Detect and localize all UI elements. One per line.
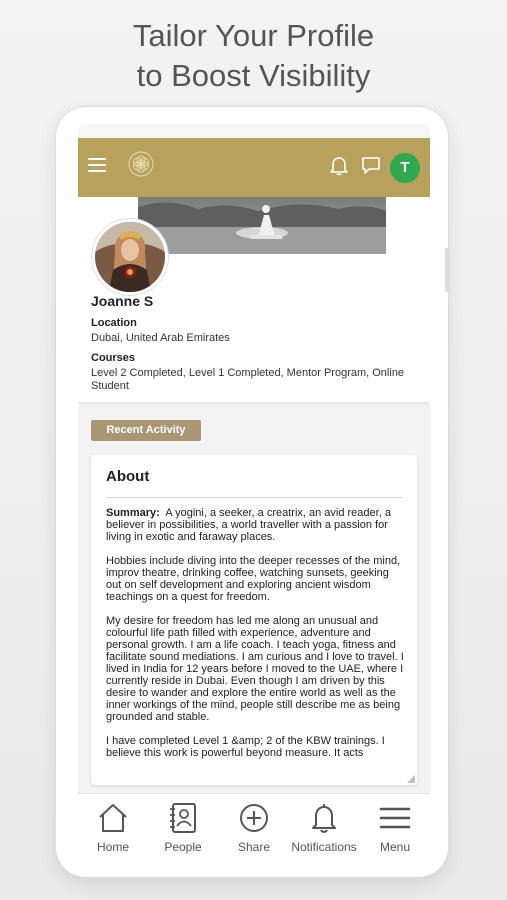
- location-value: Dubai, United Arab Emirates: [91, 332, 230, 344]
- about-paragraph-freedom: My desire for freedom has led me along an unusual and colourful life path filled with experience, adventure and personal growth. I am a life coach. I teach yoga, fitness and facilitate sound mediations. I am curious and I love to travel. I lived in India for 12 years before I moved to the UAE, where I currently reside in Dubai. Even though I am driven by this desire to wander and explore the entire world as well as the inner workings of the mind, people still describe me as being grounded and stable.: [106, 615, 404, 723]
- courses-label: Courses: [91, 352, 136, 364]
- about-body: [106, 507, 406, 771]
- tab-label-menu: Menu: [379, 840, 411, 854]
- profile-name: Joanne S: [91, 293, 154, 309]
- summary-label: Summary:: [106, 507, 160, 519]
- profile-photo[interactable]: [92, 219, 168, 295]
- bell-icon[interactable]: [328, 154, 350, 176]
- headline-line-1: Tailor Your Profile: [132, 18, 375, 53]
- tab-label-notifications: Notifications: [291, 840, 357, 854]
- headline: [0, 16, 507, 96]
- about-paragraph-hobbies: Hobbies include diving into the deeper recesses of the mind, improv theatre, drinking coffee, watching sunsets, geeking out on self development and exploring ancient wisdom teachings on a quest for freedom.: [106, 555, 401, 603]
- tab-label-share: Share: [237, 840, 271, 854]
- location-label: Location: [91, 317, 137, 329]
- cover-photo[interactable]: [138, 197, 386, 254]
- tab-home[interactable]: [78, 802, 148, 854]
- home-icon: [96, 802, 130, 834]
- about-card[interactable]: [91, 455, 417, 785]
- courses-value: Level 2 Completed, Level 1 Completed, Mentor Program, Online Student: [91, 367, 405, 392]
- profile-card: [78, 197, 430, 402]
- headline-line-2: to Boost Visibility: [136, 58, 371, 93]
- tab-people[interactable]: [148, 802, 218, 854]
- status-strip: [78, 124, 430, 138]
- hamburger-menu-icon[interactable]: [88, 158, 106, 172]
- tab-notifications[interactable]: [288, 802, 360, 854]
- chat-icon[interactable]: [360, 154, 382, 176]
- share-icon: [237, 802, 271, 834]
- about-divider: [106, 497, 402, 498]
- tab-label-home: Home: [96, 840, 129, 854]
- user-avatar[interactable]: T: [390, 153, 420, 183]
- about-title: About: [106, 468, 150, 485]
- bell-icon: [307, 802, 341, 834]
- resize-handle-icon[interactable]: [407, 775, 415, 783]
- menu-icon: [378, 802, 412, 834]
- recent-activity-button[interactable]: Recent Activity: [91, 420, 201, 441]
- phone-side-button: [445, 248, 450, 292]
- people-icon: [166, 802, 200, 834]
- tab-label-people: People: [164, 840, 202, 854]
- flower-of-life-logo-icon[interactable]: [128, 151, 154, 177]
- summary-paragraph: [106, 507, 406, 543]
- bottom-tab-bar: [78, 793, 430, 859]
- summary-text: A yogini, a seeker, a creatrix, an avid reader, a believer in possibilities, a world traveller with a passion for living in exotic and faraway places.: [106, 507, 391, 543]
- app-header: [78, 138, 430, 197]
- about-paragraph-kbw: I have completed Level 1 &amp; 2 of the KBW trainings. I believe this work is powerful beyond measure. It acts: [106, 735, 385, 759]
- tab-share[interactable]: [219, 802, 289, 854]
- tab-menu[interactable]: [360, 802, 430, 854]
- app-screen: [78, 124, 430, 859]
